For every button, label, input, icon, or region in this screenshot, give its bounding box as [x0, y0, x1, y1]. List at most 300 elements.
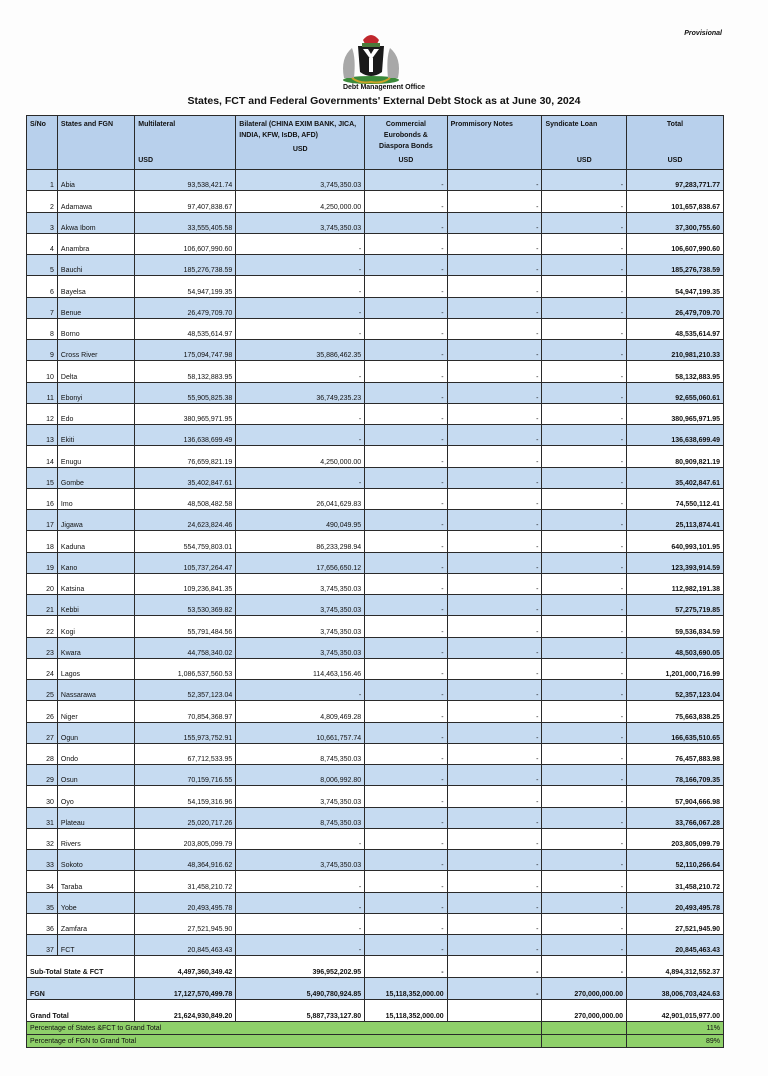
- row-multilateral: 76,659,821.19: [135, 446, 236, 467]
- row-promissory: -: [447, 212, 542, 233]
- row-total: 25,113,874.41: [627, 510, 724, 531]
- row-syndicate: -: [542, 552, 627, 573]
- row-multilateral: 1,086,537,560.53: [135, 658, 236, 679]
- row-sno: 35: [27, 892, 58, 913]
- row-syndicate: -: [542, 701, 627, 722]
- row-commercial: -: [365, 701, 447, 722]
- row-multilateral: 33,555,405.58: [135, 212, 236, 233]
- row-sno: 8: [27, 318, 58, 339]
- row-promissory: -: [447, 786, 542, 807]
- row-commercial: -: [365, 382, 447, 403]
- row-commercial: -: [365, 850, 447, 871]
- row-sno: 26: [27, 701, 58, 722]
- row-multilateral: 97,407,838.67: [135, 191, 236, 212]
- row-state: Osun: [57, 765, 134, 786]
- row-total: 185,276,738.59: [627, 255, 724, 276]
- row-state: Anambra: [57, 233, 134, 254]
- row-state: Lagos: [57, 658, 134, 679]
- row-multilateral: 48,364,916.62: [135, 850, 236, 871]
- row-state: Kaduna: [57, 531, 134, 552]
- row-syndicate: -: [542, 510, 627, 531]
- table-row: [27, 616, 724, 637]
- row-sno: 28: [27, 743, 58, 764]
- row-multilateral: 106,607,990.60: [135, 233, 236, 254]
- row-multilateral: 54,947,199.35: [135, 276, 236, 297]
- row-promissory: -: [447, 765, 542, 786]
- row-commercial: -: [365, 170, 447, 191]
- col-multilateral: Multilateral USD: [135, 116, 236, 170]
- row-syndicate: -: [542, 276, 627, 297]
- table-row: [27, 403, 724, 424]
- row-bilateral: 3,745,350.03: [236, 637, 365, 658]
- table-row: [27, 892, 724, 913]
- row-promissory: -: [447, 276, 542, 297]
- row-total: 203,805,099.79: [627, 828, 724, 849]
- provisional-label: Provisional: [684, 30, 722, 37]
- row-syndicate: -: [542, 403, 627, 424]
- row-bilateral: 8,745,350.03: [236, 807, 365, 828]
- row-state: Abia: [57, 170, 134, 191]
- col-state: States and FGN: [57, 116, 134, 170]
- row-bilateral: 8,006,992.80: [236, 765, 365, 786]
- row-promissory: -: [447, 892, 542, 913]
- row-bilateral: 3,745,350.03: [236, 170, 365, 191]
- row-multilateral: 136,638,699.49: [135, 425, 236, 446]
- row-multilateral: 44,758,340.02: [135, 637, 236, 658]
- row-multilateral: 55,905,825.38: [135, 382, 236, 403]
- row-commercial: -: [365, 276, 447, 297]
- row-multilateral: 185,276,738.59: [135, 255, 236, 276]
- table-row: [27, 573, 724, 594]
- row-sno: 15: [27, 467, 58, 488]
- row-total: 123,393,914.59: [627, 552, 724, 573]
- row-syndicate: -: [542, 255, 627, 276]
- col-commercial: Commercial Eurobonds & Diaspora Bonds USD: [365, 116, 447, 170]
- row-promissory: -: [447, 170, 542, 191]
- row-multilateral: 155,973,752.91: [135, 722, 236, 743]
- row-commercial: -: [365, 233, 447, 254]
- row-multilateral: 25,020,717.26: [135, 807, 236, 828]
- row-sno: 3: [27, 212, 58, 233]
- row-sno: 5: [27, 255, 58, 276]
- row-multilateral: 24,623,824.46: [135, 510, 236, 531]
- row-sno: 7: [27, 297, 58, 318]
- pct-states-row: [27, 1022, 724, 1035]
- row-sno: 10: [27, 361, 58, 382]
- row-commercial: -: [365, 488, 447, 509]
- row-commercial: -: [365, 595, 447, 616]
- table-row: [27, 361, 724, 382]
- row-multilateral: 55,791,484.56: [135, 616, 236, 637]
- row-state: Kogi: [57, 616, 134, 637]
- row-multilateral: 48,535,614.97: [135, 318, 236, 339]
- table-row: [27, 828, 724, 849]
- row-multilateral: 31,458,210.72: [135, 871, 236, 892]
- row-state: Kwara: [57, 637, 134, 658]
- row-bilateral: -: [236, 935, 365, 956]
- row-promissory: -: [447, 467, 542, 488]
- row-multilateral: 70,159,716.55: [135, 765, 236, 786]
- row-syndicate: -: [542, 828, 627, 849]
- row-sno: 2: [27, 191, 58, 212]
- row-commercial: -: [365, 297, 447, 318]
- row-bilateral: 3,745,350.03: [236, 573, 365, 594]
- row-state: Rivers: [57, 828, 134, 849]
- row-sno: 4: [27, 233, 58, 254]
- row-sno: 11: [27, 382, 58, 403]
- row-promissory: -: [447, 446, 542, 467]
- row-sno: 27: [27, 722, 58, 743]
- row-total: 59,536,834.59: [627, 616, 724, 637]
- subtotal-total: 4,894,312,552.37: [627, 956, 724, 978]
- row-promissory: -: [447, 828, 542, 849]
- subtotal-syndicate: -: [542, 956, 627, 978]
- row-total: 101,657,838.67: [627, 191, 724, 212]
- row-sno: 1: [27, 170, 58, 191]
- row-syndicate: -: [542, 467, 627, 488]
- row-state: Adamawa: [57, 191, 134, 212]
- table-row: [27, 552, 724, 573]
- table-row: [27, 722, 724, 743]
- row-multilateral: 53,530,369.82: [135, 595, 236, 616]
- row-state: Jigawa: [57, 510, 134, 531]
- row-promissory: -: [447, 255, 542, 276]
- row-total: 97,283,771.77: [627, 170, 724, 191]
- row-multilateral: 54,159,316.96: [135, 786, 236, 807]
- row-total: 80,909,821.19: [627, 446, 724, 467]
- row-syndicate: -: [542, 573, 627, 594]
- row-state: Nassarawa: [57, 680, 134, 701]
- row-promissory: -: [447, 807, 542, 828]
- debt-table: [26, 115, 724, 1048]
- row-bilateral: 10,661,757.74: [236, 722, 365, 743]
- row-multilateral: 93,538,421.74: [135, 170, 236, 191]
- row-sno: 13: [27, 425, 58, 446]
- row-syndicate: -: [542, 297, 627, 318]
- table-row: [27, 212, 724, 233]
- row-promissory: -: [447, 595, 542, 616]
- row-multilateral: 105,737,264.47: [135, 552, 236, 573]
- row-promissory: -: [447, 361, 542, 382]
- row-syndicate: -: [542, 786, 627, 807]
- row-sno: 12: [27, 403, 58, 424]
- row-sno: 19: [27, 552, 58, 573]
- coat-of-arms-icon: [330, 28, 412, 86]
- row-bilateral: -: [236, 361, 365, 382]
- row-commercial: -: [365, 361, 447, 382]
- row-bilateral: -: [236, 871, 365, 892]
- row-total: 20,493,495.78: [627, 892, 724, 913]
- subtotal-promissory: -: [447, 956, 542, 978]
- pct-fgn-spacer: [542, 1035, 627, 1048]
- page-title: States, FCT and Federal Governments' External Debt Stock as at June 30, 2024: [187, 95, 581, 107]
- row-total: 35,402,847.61: [627, 467, 724, 488]
- table-row: [27, 340, 724, 361]
- row-multilateral: 26,479,709.70: [135, 297, 236, 318]
- row-state: Ekiti: [57, 425, 134, 446]
- row-commercial: -: [365, 552, 447, 573]
- row-state: Oyo: [57, 786, 134, 807]
- row-sno: 9: [27, 340, 58, 361]
- row-total: 1,201,000,716.99: [627, 658, 724, 679]
- row-multilateral: 70,854,368.97: [135, 701, 236, 722]
- row-multilateral: 20,845,463.43: [135, 935, 236, 956]
- grand-total-row: [27, 1000, 724, 1022]
- subtotal-label: Sub-Total State & FCT: [27, 956, 135, 978]
- row-sno: 23: [27, 637, 58, 658]
- row-state: Benue: [57, 297, 134, 318]
- row-syndicate: -: [542, 212, 627, 233]
- row-commercial: -: [365, 510, 447, 531]
- row-sno: 29: [27, 765, 58, 786]
- row-multilateral: 380,965,971.95: [135, 403, 236, 424]
- fgn-bilateral: 5,490,780,924.85: [236, 978, 365, 1000]
- row-state: FCT: [57, 935, 134, 956]
- row-syndicate: -: [542, 935, 627, 956]
- row-syndicate: -: [542, 637, 627, 658]
- row-promissory: -: [447, 488, 542, 509]
- row-commercial: -: [365, 318, 447, 339]
- row-state: Gombe: [57, 467, 134, 488]
- row-state: Imo: [57, 488, 134, 509]
- row-syndicate: -: [542, 318, 627, 339]
- row-commercial: -: [365, 425, 447, 446]
- row-state: Bayelsa: [57, 276, 134, 297]
- office-name: Debt Management Office: [342, 84, 426, 91]
- col-syndicate: Syndicate Loan USD: [542, 116, 627, 170]
- row-total: 75,663,838.25: [627, 701, 724, 722]
- row-state: Cross River: [57, 340, 134, 361]
- row-sno: 25: [27, 680, 58, 701]
- row-bilateral: -: [236, 913, 365, 934]
- row-bilateral: 3,745,350.03: [236, 595, 365, 616]
- row-bilateral: -: [236, 233, 365, 254]
- pct-fgn-row: [27, 1035, 724, 1048]
- row-total: 48,535,614.97: [627, 318, 724, 339]
- table-row: [27, 595, 724, 616]
- row-state: Borno: [57, 318, 134, 339]
- row-multilateral: 35,402,847.61: [135, 467, 236, 488]
- row-syndicate: -: [542, 680, 627, 701]
- row-total: 78,166,709.35: [627, 765, 724, 786]
- row-bilateral: 8,745,350.03: [236, 743, 365, 764]
- row-total: 380,965,971.95: [627, 403, 724, 424]
- row-sno: 33: [27, 850, 58, 871]
- row-sno: 30: [27, 786, 58, 807]
- row-multilateral: 20,493,495.78: [135, 892, 236, 913]
- row-total: 27,521,945.90: [627, 913, 724, 934]
- pct-fgn-label: Percentage of FGN to Grand Total: [27, 1035, 542, 1048]
- row-promissory: -: [447, 616, 542, 637]
- row-bilateral: 3,745,350.03: [236, 212, 365, 233]
- row-commercial: -: [365, 658, 447, 679]
- row-commercial: -: [365, 403, 447, 424]
- table-row: [27, 935, 724, 956]
- row-promissory: -: [447, 191, 542, 212]
- row-syndicate: -: [542, 807, 627, 828]
- table-row: [27, 701, 724, 722]
- row-multilateral: 48,508,482.58: [135, 488, 236, 509]
- row-syndicate: -: [542, 892, 627, 913]
- row-commercial: -: [365, 892, 447, 913]
- fgn-row: [27, 978, 724, 1000]
- row-total: 210,981,210.33: [627, 340, 724, 361]
- row-commercial: -: [365, 573, 447, 594]
- row-sno: 31: [27, 807, 58, 828]
- row-bilateral: 17,656,650.12: [236, 552, 365, 573]
- grand-total-label: Grand Total: [27, 1000, 135, 1022]
- table-body: [27, 170, 724, 956]
- row-promissory: -: [447, 297, 542, 318]
- row-bilateral: 4,250,000.00: [236, 446, 365, 467]
- row-bilateral: 4,250,000.00: [236, 191, 365, 212]
- row-promissory: -: [447, 935, 542, 956]
- row-sno: 16: [27, 488, 58, 509]
- row-commercial: -: [365, 212, 447, 233]
- row-state: Enugu: [57, 446, 134, 467]
- row-bilateral: 36,749,235.23: [236, 382, 365, 403]
- row-bilateral: -: [236, 276, 365, 297]
- row-commercial: -: [365, 340, 447, 361]
- row-total: 57,904,666.98: [627, 786, 724, 807]
- row-bilateral: -: [236, 255, 365, 276]
- row-state: Sokoto: [57, 850, 134, 871]
- row-total: 57,275,719.85: [627, 595, 724, 616]
- row-state: Yobe: [57, 892, 134, 913]
- pct-states-spacer: [542, 1022, 627, 1035]
- fgn-multilateral: 17,127,570,499.78: [135, 978, 236, 1000]
- row-sno: 36: [27, 913, 58, 934]
- row-total: 54,947,199.35: [627, 276, 724, 297]
- fgn-syndicate: 270,000,000.00: [542, 978, 627, 1000]
- row-state: Niger: [57, 701, 134, 722]
- row-state: Bauchi: [57, 255, 134, 276]
- row-syndicate: -: [542, 340, 627, 361]
- table-row: [27, 786, 724, 807]
- row-syndicate: -: [542, 361, 627, 382]
- table-row: [27, 637, 724, 658]
- row-syndicate: -: [542, 658, 627, 679]
- row-state: Kano: [57, 552, 134, 573]
- row-commercial: -: [365, 255, 447, 276]
- row-commercial: -: [365, 871, 447, 892]
- table-row: [27, 255, 724, 276]
- row-total: 92,655,060.61: [627, 382, 724, 403]
- row-state: Ogun: [57, 722, 134, 743]
- row-commercial: -: [365, 531, 447, 552]
- row-syndicate: -: [542, 722, 627, 743]
- subtotal-multilateral: 4,497,360,349.42: [135, 956, 236, 978]
- row-multilateral: 203,805,099.79: [135, 828, 236, 849]
- grand-bilateral: 5,887,733,127.80: [236, 1000, 365, 1022]
- row-bilateral: 4,809,469.28: [236, 701, 365, 722]
- row-promissory: -: [447, 403, 542, 424]
- table-row: [27, 297, 724, 318]
- subtotal-commercial: -: [365, 956, 447, 978]
- row-promissory: -: [447, 680, 542, 701]
- row-bilateral: 3,745,350.03: [236, 616, 365, 637]
- row-bilateral: 490,049.95: [236, 510, 365, 531]
- row-state: Ebonyi: [57, 382, 134, 403]
- row-total: 136,638,699.49: [627, 425, 724, 446]
- row-commercial: -: [365, 765, 447, 786]
- row-state: Delta: [57, 361, 134, 382]
- table-row: [27, 318, 724, 339]
- row-multilateral: 27,521,945.90: [135, 913, 236, 934]
- row-syndicate: -: [542, 743, 627, 764]
- row-sno: 21: [27, 595, 58, 616]
- row-syndicate: -: [542, 595, 627, 616]
- row-sno: 18: [27, 531, 58, 552]
- row-total: 640,993,101.95: [627, 531, 724, 552]
- row-total: 37,300,755.60: [627, 212, 724, 233]
- table-row: [27, 743, 724, 764]
- row-syndicate: -: [542, 765, 627, 786]
- row-promissory: -: [447, 913, 542, 934]
- row-bilateral: -: [236, 680, 365, 701]
- row-syndicate: -: [542, 616, 627, 637]
- row-syndicate: -: [542, 425, 627, 446]
- row-bilateral: -: [236, 318, 365, 339]
- table-row: [27, 446, 724, 467]
- row-state: Taraba: [57, 871, 134, 892]
- row-sno: 34: [27, 871, 58, 892]
- row-syndicate: -: [542, 913, 627, 934]
- row-promissory: -: [447, 233, 542, 254]
- row-syndicate: -: [542, 850, 627, 871]
- row-state: Edo: [57, 403, 134, 424]
- row-commercial: -: [365, 616, 447, 637]
- row-total: 74,550,112.41: [627, 488, 724, 509]
- row-bilateral: 114,463,156.46: [236, 658, 365, 679]
- row-sno: 32: [27, 828, 58, 849]
- fgn-label: FGN: [27, 978, 135, 1000]
- table-row: [27, 425, 724, 446]
- row-total: 31,458,210.72: [627, 871, 724, 892]
- pct-states-label: Percentage of States &FCT to Grand Total: [27, 1022, 542, 1035]
- row-multilateral: 554,759,803.01: [135, 531, 236, 552]
- row-total: 58,132,883.95: [627, 361, 724, 382]
- row-multilateral: 175,094,747.98: [135, 340, 236, 361]
- row-commercial: -: [365, 786, 447, 807]
- row-sno: 37: [27, 935, 58, 956]
- row-multilateral: 67,712,533.95: [135, 743, 236, 764]
- row-bilateral: -: [236, 403, 365, 424]
- row-commercial: -: [365, 446, 447, 467]
- row-bilateral: -: [236, 828, 365, 849]
- subtotal-bilateral: 396,952,202.95: [236, 956, 365, 978]
- row-total: 48,503,690.05: [627, 637, 724, 658]
- table-row: [27, 382, 724, 403]
- row-syndicate: -: [542, 191, 627, 212]
- row-commercial: -: [365, 722, 447, 743]
- row-total: 20,845,463.43: [627, 935, 724, 956]
- row-promissory: -: [447, 340, 542, 361]
- table-row: [27, 276, 724, 297]
- row-promissory: -: [447, 743, 542, 764]
- grand-promissory: [447, 1000, 542, 1022]
- row-bilateral: -: [236, 297, 365, 318]
- col-total: Total USD: [627, 116, 724, 170]
- row-promissory: -: [447, 510, 542, 531]
- row-sno: 17: [27, 510, 58, 531]
- row-state: Plateau: [57, 807, 134, 828]
- row-promissory: -: [447, 573, 542, 594]
- row-total: 26,479,709.70: [627, 297, 724, 318]
- table-row: [27, 467, 724, 488]
- row-multilateral: 109,236,841.35: [135, 573, 236, 594]
- row-promissory: -: [447, 382, 542, 403]
